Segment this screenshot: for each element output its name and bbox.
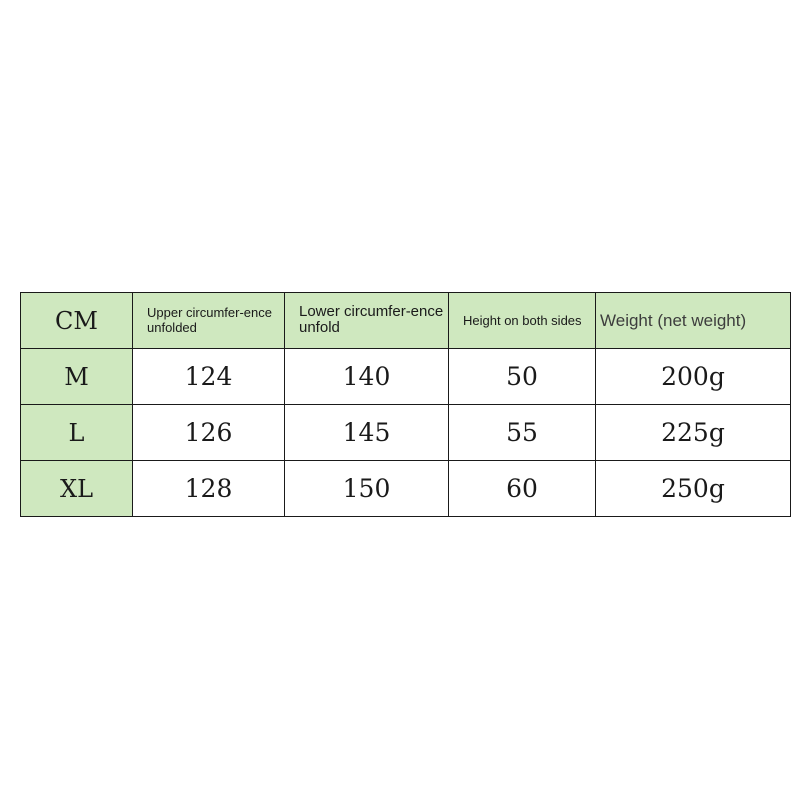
weight-value: 250g xyxy=(596,461,791,517)
size-label: M xyxy=(21,349,133,405)
height-value: 60 xyxy=(449,461,596,517)
lower-circumference-value: 140 xyxy=(285,349,449,405)
table-row xyxy=(21,349,791,405)
upper-circumference-value: 126 xyxy=(133,405,285,461)
corner-label: CM xyxy=(21,293,133,349)
column-header-label: Height on both sides xyxy=(463,312,582,328)
lower-circumference-value: 150 xyxy=(285,461,449,517)
upper-circumference-value: 128 xyxy=(133,461,285,517)
height-value: 50 xyxy=(449,349,596,405)
table-row xyxy=(21,405,791,461)
column-header-label: Lower circumfer-ence unfold xyxy=(299,303,444,336)
weight-value: 200g xyxy=(596,349,791,405)
size-chart-table xyxy=(20,292,791,517)
height-value: 55 xyxy=(449,405,596,461)
upper-circumference-value: 124 xyxy=(133,349,285,405)
column-header-upper-circumference xyxy=(133,293,285,349)
table-row xyxy=(21,461,791,517)
weight-value: 225g xyxy=(596,405,791,461)
header-row xyxy=(21,293,791,349)
size-label: L xyxy=(21,405,133,461)
column-header-label: Upper circumfer-ence unfolded xyxy=(147,304,272,335)
column-header-height xyxy=(449,293,596,349)
column-header-label: Weight (net weight) xyxy=(600,310,747,330)
column-header-lower-circumference xyxy=(285,293,449,349)
column-header-weight xyxy=(596,293,791,349)
size-label: XL xyxy=(21,461,133,517)
lower-circumference-value: 145 xyxy=(285,405,449,461)
